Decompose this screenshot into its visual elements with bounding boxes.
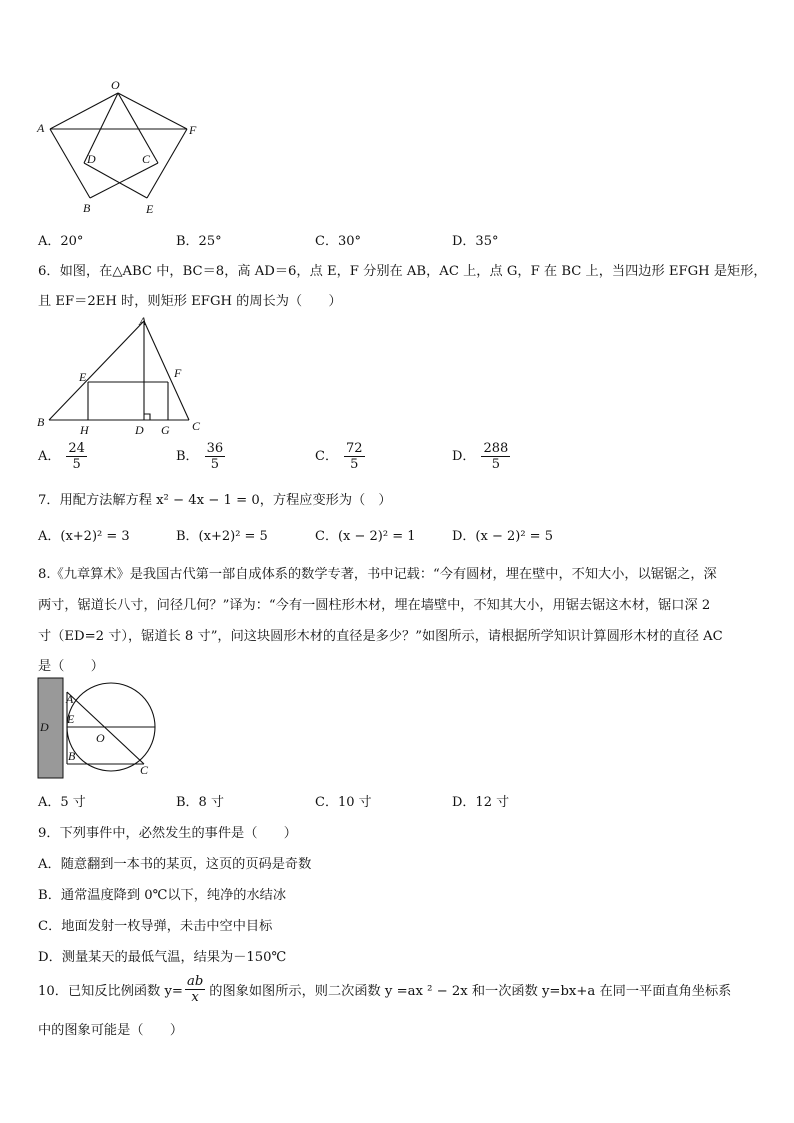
q5-option-b[interactable]: B．25°: [176, 234, 222, 249]
q7-option-d[interactable]: D．(x − 2)² = 5: [452, 529, 553, 544]
q8-text-line1: 8.《九章算术》是我国古代第一部自成体系的数学专著，书中记载：“今有圆材，埋在壁中，不知大小，以锯锯之，深: [38, 567, 717, 582]
q7-option-a[interactable]: A．(x+2)² = 3: [38, 529, 130, 544]
q5-label-d: D: [87, 152, 96, 166]
q8-text-line2: 两寸，锯道长八寸，问径几何？”译为：“今有一圆柱形木材，埋在墙壁中，不知其大小，用锯去锯这木材，锯口深 2: [38, 598, 711, 613]
q5-label-e: E: [146, 202, 154, 216]
q6-label-e: E: [79, 370, 87, 384]
q5-figure: [30, 76, 210, 220]
q6-option-b[interactable]: B． $\frac{36}{5}$: [176, 441, 224, 472]
q10-text-line1: 10．已知反比例函数 y= $\frac{ab}{x}$ 的图象如图所示，则二次函数 y =ax ² − 2x 和一次函数 y=bx+a 在同一平面直角坐标系: [38, 974, 732, 1005]
q8-text-line3: 寸（ED=2 寸），锯道长 8 寸”，问这块圆形木材的直径是多少？”如图所示，请根据所学知识计算圆形木材的直径 AC: [38, 629, 723, 644]
q8-option-d[interactable]: D．12 寸: [452, 795, 510, 810]
q5-option-c[interactable]: C．30°: [315, 234, 361, 249]
q6-label-f: F: [174, 366, 182, 380]
q6-option-c[interactable]: C． $\frac{72}{5}$: [315, 441, 363, 472]
q7-text: 7．用配方法解方程 x² − 4x − 1 = 0，方程应变形为（ ）: [38, 493, 392, 508]
q7-option-b[interactable]: B．(x+2)² = 5: [176, 529, 268, 544]
q5-label-f: F: [189, 123, 197, 137]
q8-label-e: E: [67, 712, 75, 726]
q8-label-a: A: [66, 692, 74, 706]
q6-label-a: A: [139, 314, 147, 328]
q5-label-a: A: [37, 121, 45, 135]
q9-option-b[interactable]: B．通常温度降到 0℃以下，纯净的水结冰: [38, 888, 287, 903]
q9-option-a[interactable]: A．随意翻到一本书的某页，这页的页码是奇数: [38, 857, 312, 872]
q6-text-line1: 6．如图，在△ABC 中，BC＝8，高 AD＝6，点 E，F 分别在 AB，AC 上，点 G，F 在 BC 上，当四边形 EFGH 是矩形，: [38, 264, 767, 279]
q8-label-o: O: [96, 731, 105, 745]
q9-option-d[interactable]: D．测量某天的最低气温，结果为－150℃: [38, 950, 287, 965]
q6-label-c: C: [192, 419, 201, 433]
q6-option-d[interactable]: D． $\frac{288}{5}$: [452, 441, 509, 472]
q8-text-line4: 是（ ）: [38, 659, 104, 674]
q10-fraction: $\frac{ab}{x}$: [186, 974, 204, 1005]
q6-option-a[interactable]: A． $\frac{24}{5}$: [38, 441, 85, 472]
q8-option-b[interactable]: B．8 寸: [176, 795, 224, 810]
q6-label-g: G: [161, 423, 170, 437]
q5-option-d[interactable]: D．35°: [452, 234, 499, 249]
q6-label-d: D: [135, 423, 144, 437]
q6-figure: [32, 313, 212, 438]
q6-label-b: B: [37, 415, 45, 429]
q6-text-line2: 且 EF＝2EH 时，则矩形 EFGH 的周长为（ ）: [38, 294, 342, 309]
q9-option-c[interactable]: C．地面发射一枚导弹，未击中空中目标: [38, 919, 273, 934]
q8-option-a[interactable]: A．5 寸: [38, 795, 86, 810]
q10-text-line2: 中的图象可能是（ ）: [38, 1023, 184, 1038]
q5-label-o: O: [111, 78, 120, 92]
q7-option-c[interactable]: C．(x − 2)² = 1: [315, 529, 416, 544]
q8-figure: [36, 676, 162, 782]
q8-label-c: C: [140, 763, 149, 777]
q5-label-c: C: [142, 152, 151, 166]
q8-option-c[interactable]: C．10 寸: [315, 795, 372, 810]
q9-text: 9．下列事件中，必然发生的事件是（ ）: [38, 826, 297, 841]
q5-option-a[interactable]: A．20°: [38, 234, 84, 249]
q6-label-h: H: [80, 423, 89, 437]
q8-label-b: B: [68, 749, 76, 763]
q5-label-b: B: [83, 201, 91, 215]
q8-label-d: D: [40, 720, 49, 734]
